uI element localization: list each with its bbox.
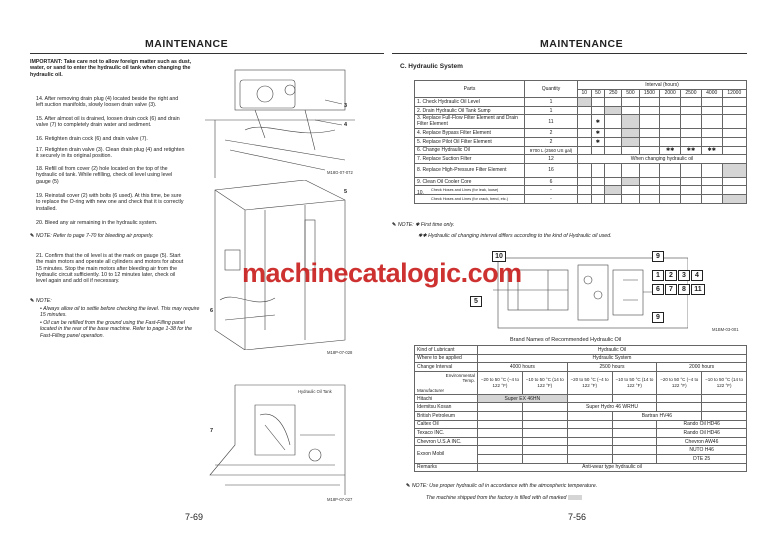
col-interval: Interval (hours) <box>578 81 747 90</box>
manufacturer-cell: Texaco INC. <box>415 429 478 438</box>
product-cell: Bartran HV46 <box>612 411 702 420</box>
left-page-header: MAINTENANCE <box>145 38 229 50</box>
interval-50: 50 <box>591 89 605 98</box>
qty-cell: 16 <box>525 163 578 177</box>
table-row <box>415 411 747 420</box>
table-row <box>415 129 747 138</box>
figure-id-1: M18G-07-072 <box>327 170 353 175</box>
temp-cell: −10 to 50 °C (14 to 122 °F) <box>522 371 567 394</box>
section-title: C. Hydraulic System <box>400 63 463 70</box>
note-icon: ✎ <box>30 298 35 304</box>
drain-valve-illustration <box>205 60 355 178</box>
callout-6: 6 <box>210 308 214 314</box>
interval-4000: 4000 <box>701 89 722 98</box>
diagram-box-9-bottom: 9 <box>652 312 664 323</box>
shade-swatch <box>568 495 582 500</box>
part-cell: Check Hoses and Lines (for crack, bend, etc.) <box>415 194 525 203</box>
manufacturer-cell: Chevron U.S.A INC. <box>415 437 478 446</box>
table-row <box>415 155 747 164</box>
diagram-box-10: 10 <box>492 251 506 262</box>
table-row <box>415 446 747 455</box>
product-cell: Super EX 46HN <box>478 394 568 403</box>
table-row <box>415 420 747 429</box>
figure-id-3: M18P-07-027 <box>327 497 353 502</box>
table-row <box>415 137 747 146</box>
product-cell: Rando Oil HD46 <box>657 429 747 438</box>
part-cell: 3. Replace Full-Flow Filter Element and Drain Filter Element <box>415 115 525 129</box>
manufacturer-cell: Exxon Mobil <box>415 446 478 463</box>
remarks-value: Anti-wear type hydraulic oil <box>478 463 747 472</box>
watermark: machinecatalogic.com <box>242 258 522 288</box>
part-cell: 7. Replace Suction Filter <box>415 155 525 164</box>
right-page-number: 7-56 <box>568 512 587 522</box>
qty-cell: - <box>525 186 578 195</box>
table-row <box>415 403 747 412</box>
qty-cell: 11 <box>525 115 578 129</box>
note-bullet-2-text: Oil can be refilled from the ground using the Fast-Filling panel located in the rear of the base machine. Refer to page 1-38 for the Fast-Filling panel operation. <box>40 320 192 339</box>
where-value: Hydraulic System <box>478 354 747 363</box>
diagram-figure-id: M1BM-03-001 <box>712 327 739 332</box>
manufacturer-label: Manufacturer <box>417 387 445 393</box>
temp-cell: −10 to 50 °C (14 to 122 °F) <box>612 371 657 394</box>
part-cell-text: Check Hoses and Lines (for leak, loose) <box>431 188 499 193</box>
qty-cell: 6 <box>525 177 578 186</box>
note-factory-oil <box>426 495 582 501</box>
note-label: NOTE: <box>35 298 52 304</box>
left-page-number: 7-69 <box>185 512 204 522</box>
oil-mark: ✱✱ <box>701 146 722 155</box>
temp-cell: −10 to 50 °C (14 to 122 °F) <box>702 371 747 394</box>
note-bleeding <box>30 233 200 239</box>
diagram-box-3: 3 <box>678 270 690 281</box>
diagram-box-1: 1 <box>652 270 664 281</box>
important-label: IMPORTANT: <box>30 59 63 65</box>
diagram-box-5: 5 <box>470 296 482 307</box>
col-parts: Parts <box>415 81 525 98</box>
header-rule <box>392 53 747 54</box>
table-row <box>415 163 747 177</box>
callout-3: 3 <box>344 103 348 109</box>
table-row <box>415 437 747 446</box>
kind-value: Hydraulic Oil <box>478 346 747 355</box>
table-row <box>415 394 747 403</box>
part-cell: 1. Check Hydraulic Oil Level <box>415 98 525 107</box>
qty-cell: 12 <box>525 155 578 164</box>
diagram-box-9-top: 9 <box>652 251 664 262</box>
first-time-mark: ✱ <box>591 129 605 138</box>
note-proper-oil <box>406 483 597 489</box>
interval-1500: 1500 <box>639 89 660 98</box>
remarks-label: Remarks <box>415 463 478 472</box>
when-changing-oil: When changing hydraulic oil <box>578 155 747 164</box>
table-row <box>415 115 747 129</box>
product-cell: Chevron AW46 <box>657 437 747 446</box>
note-bullet-1-text: Always allow oil to settle before checking the level. This may require 15 minutes. <box>40 306 200 319</box>
note-first-time-text: NOTE: ✱ First time only. <box>397 222 455 228</box>
kind-label: Kind of Lubricant <box>415 346 478 355</box>
qty-cell: 9700 L (2560 US gal) <box>525 146 578 155</box>
qty-cell: - <box>525 194 578 203</box>
change-label: Change Interval <box>415 363 478 372</box>
maintenance-interval-table <box>414 80 747 204</box>
callout-4: 4 <box>344 122 348 128</box>
interval-2000: 2000 <box>660 89 681 98</box>
step-19: 19. Reinstall cover (2) with bolts (6 used). At this time, be sure to replace the O-ring with new one and check that it is correctly installed. <box>36 193 184 212</box>
callout-5: 5 <box>344 189 348 195</box>
step-15: 15. After almost oil is drained, loosen drain cock (6) and drain valve (7) to completely drain water and sediment. <box>36 116 180 129</box>
oil-mark: ✱✱ <box>681 146 702 155</box>
note-proper-oil-text: NOTE: Use proper hydraulic oil in accordance with the atmospheric temperature. <box>411 483 598 489</box>
table-row <box>415 177 747 186</box>
where-label: Where to be applied <box>415 354 478 363</box>
part-cell: 2. Drain Hydraulic Oil Tank Sump <box>415 106 525 115</box>
diagram-box-2: 2 <box>665 270 677 281</box>
note-oil-interval: ✱✱ Hydraulic oil changing interval differs according to the kind of Hydraulic oil used. <box>418 233 612 239</box>
note-oil-settle <box>30 298 200 304</box>
manufacturer-cell: Caltex Oil <box>415 420 478 429</box>
diagram-box-11: 11 <box>691 284 705 295</box>
step-14: 14. After removing drain plug (4) located beside the right and left suction manifolds, slowly loosen drain valve (3). <box>36 96 179 109</box>
interval-12000: 12000 <box>722 89 746 98</box>
manufacturer-cell: British Petroleum <box>415 411 478 420</box>
step-17: 17. Retighten drain valve (3). Clean drain plug (4) and retighten it securely in its original position. <box>36 147 185 160</box>
table-row <box>415 146 747 155</box>
first-time-mark: ✱ <box>591 137 605 146</box>
note-bullet-1: • Always allow oil to settle before checking the level. This may require 15 minutes. <box>40 306 200 319</box>
env-temp-label: Environmental Temp. <box>445 372 475 383</box>
part-cell: 6. Change Hydraulic Oil <box>415 146 525 155</box>
note-bleeding-text: NOTE: Refer to page 7-70 for bleeding air properly. <box>35 233 154 239</box>
table-row <box>415 106 747 115</box>
hydraulic-oil-brand-table <box>414 345 747 472</box>
note-icon: ✎ <box>392 222 397 228</box>
note-icon: ✎ <box>30 233 35 239</box>
part-cell: 9. Clean Oil Cooler Core <box>415 177 525 186</box>
product-cell: NUTO H46 <box>657 446 747 455</box>
note-icon: ✎ <box>406 483 411 489</box>
col-quantity: Quantity <box>525 81 578 98</box>
right-page-header: MAINTENANCE <box>540 38 624 50</box>
temp-cell: −20 to 50 °C (−4 to 122 °F) <box>567 371 612 394</box>
step-16: 16. Retighten drain cock (6) and drain valve (7). <box>36 136 148 142</box>
diagram-box-7: 7 <box>665 284 677 295</box>
interval-250: 250 <box>605 89 622 98</box>
part-cell <box>415 186 525 195</box>
diagram-box-6: 6 <box>652 284 664 295</box>
callout-7: 7 <box>210 428 214 434</box>
interval-2500: 2500 <box>681 89 702 98</box>
qty-cell: 1 <box>525 98 578 107</box>
table-row <box>415 98 747 107</box>
change-2000: 2000 hours <box>657 363 747 372</box>
qty-cell: 2 <box>525 137 578 146</box>
step-18: 18. Refill oil from cover (2) hole located on the top of the hydraulic oil tank. While refilling, check oil level using level gauge (5) <box>36 166 173 185</box>
table-row <box>415 186 747 195</box>
step-21: 21. Confirm that the oil level is at the mark on gauge (5). Start the main motors and operate all cylinders and motors for about 15 minutes. Stop the main motors after bleeding air from the hydraulic circuit sufficiently. 10 to 12 minutes later, check oil level again and add oil if necessary. <box>36 253 184 285</box>
diagram-box-4: 4 <box>691 270 703 281</box>
interval-500: 500 <box>622 89 639 98</box>
qty-cell: 2 <box>525 129 578 138</box>
table-row <box>415 429 747 438</box>
manufacturer-cell: Hitachi <box>415 394 478 403</box>
important-notice <box>30 59 200 78</box>
oil-table-title: Brand Names of Recommended Hydraulic Oil <box>510 337 622 343</box>
interval-10: 10 <box>578 89 592 98</box>
hydraulic-oil-tank-illustration <box>205 365 355 500</box>
manufacturer-cell: Idemitsu Kosan <box>415 403 478 412</box>
hydraulic-oil-tank-label: Hydraulic Oil Tank <box>298 389 332 394</box>
note-first-time <box>392 222 454 228</box>
change-4000: 4000 hours <box>478 363 568 372</box>
oil-mark: ✱✱ <box>660 146 681 155</box>
step-20: 20. Bleed any air remaining in the hydraulic system. <box>36 220 158 226</box>
note-factory-oil-text: The machine shipped from the factory is filled with oil marked <box>426 495 567 501</box>
row-10-number: 10. <box>417 190 424 197</box>
product-cell: DTE 25 <box>657 454 747 463</box>
product-cell: Super Hydro 46 WRHU <box>567 403 657 412</box>
figure-id-2: M18P-07-028 <box>327 350 353 355</box>
diagram-box-8: 8 <box>678 284 690 295</box>
table-row <box>415 194 747 203</box>
part-cell: 8. Replace High-Pressure Filter Element <box>415 163 525 177</box>
part-cell: 4. Replace Bypass Filter Element <box>415 129 525 138</box>
header-rule <box>30 53 384 54</box>
first-time-mark: ✱ <box>591 115 605 129</box>
important-text: Take care not to allow foreign matter such as dust, water, or sand to enter the hydraulic oil tank when changing the hydraulic oil. <box>30 59 192 78</box>
change-2500: 2500 hours <box>567 363 657 372</box>
temp-cell: −20 to 50 °C (−4 to 122 °F) <box>478 371 523 394</box>
qty-cell: 1 <box>525 106 578 115</box>
note-bullet-2: • Oil can be refilled from the ground using the Fast-Filling panel located in the rear of the base machine. Refer to page 1-38 for the Fast-Filling panel operation. <box>40 320 192 339</box>
part-cell: 5. Replace Pilot Oil Filter Element <box>415 137 525 146</box>
product-cell: Rando Oil HD46 <box>657 420 747 429</box>
temp-cell: −20 to 50 °C (−4 to 122 °F) <box>657 371 702 394</box>
env-manufacturer-cell <box>415 371 478 394</box>
